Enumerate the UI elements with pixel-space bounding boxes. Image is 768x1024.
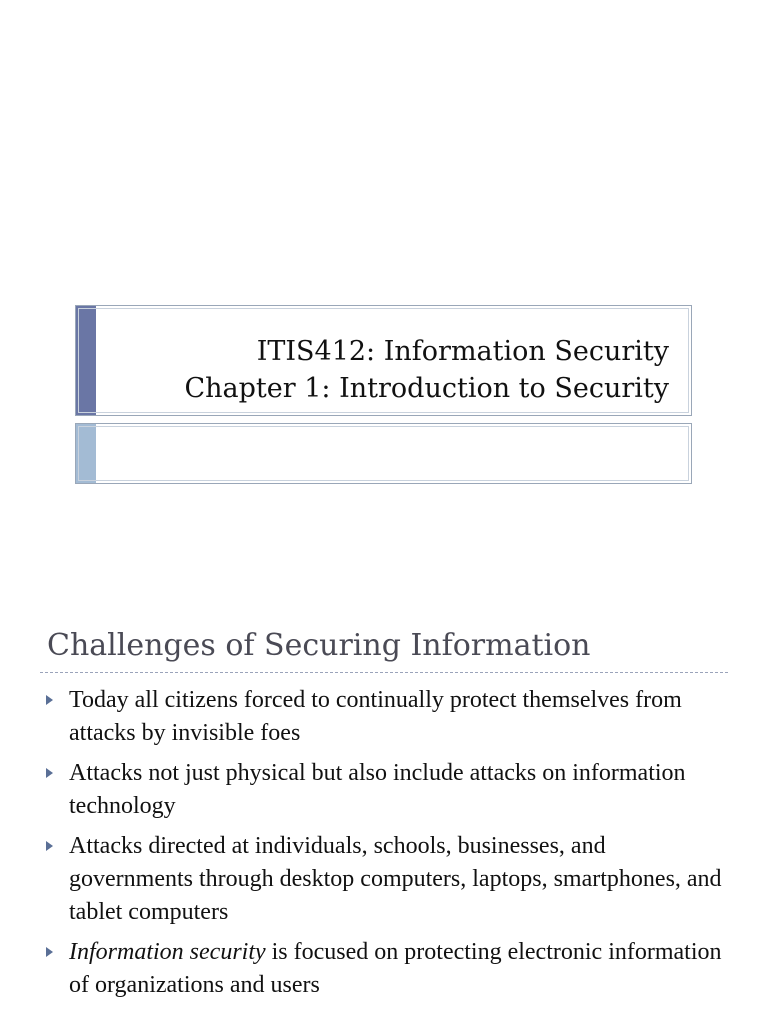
triangle-bullet-icon (46, 768, 53, 778)
subtitle-accent-bar (76, 424, 96, 483)
heading-divider (40, 672, 728, 673)
subtitle-placeholder (75, 423, 692, 484)
bullet-text: is focused on protecting electronic information of organizations and users (69, 939, 722, 998)
triangle-bullet-icon (46, 695, 53, 705)
triangle-bullet-icon (46, 841, 53, 851)
bullet-emphasis: Information security (69, 939, 266, 965)
title-accent-bar (76, 306, 96, 415)
bullet-text: Attacks directed at individuals, schools, businesses, and governments through desktop computers, laptops, smartphones, and tablet computers (69, 833, 722, 925)
bullet-item (44, 936, 734, 1002)
bullet-item (44, 684, 734, 750)
bullet-item (44, 757, 734, 823)
bullet-list (44, 684, 734, 1009)
slide-heading: Challenges of Securing Information (47, 628, 591, 663)
triangle-bullet-icon (46, 947, 53, 957)
slide-title (185, 333, 670, 407)
title-placeholder (75, 305, 692, 416)
bullet-text: Today all citizens forced to continually protect themselves from attacks by invisible foes (69, 687, 682, 746)
title-line-chapter: Chapter 1: Introduction to Security (184, 373, 669, 404)
bullet-text: Attacks not just physical but also include attacks on information technology (69, 760, 686, 819)
title-line-course: ITIS412: Information Security (256, 336, 669, 367)
bullet-item (44, 830, 734, 929)
